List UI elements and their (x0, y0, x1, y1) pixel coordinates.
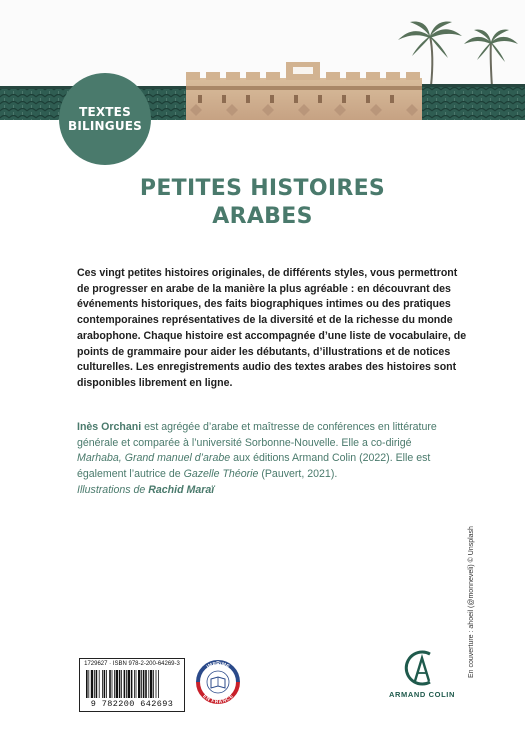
barcode-bar (114, 670, 115, 698)
title-line-1: PETITES HISTOIRES (139, 176, 386, 201)
barcode-bar (145, 670, 147, 698)
barcode-bar (141, 670, 142, 698)
description-line: arabophone. Chaque histoire est accompagnée d’une liste de vocabulaire, de (77, 329, 467, 342)
barcode-bar (148, 670, 149, 698)
barcode-bar (128, 670, 130, 698)
description-line: points de grammaire pour aider les débutants, d’illustrations et de notices (77, 345, 451, 358)
bio-text: aux éditions Armand Colin (2022). Elle est (230, 452, 431, 465)
title-line-2: ARABES (212, 204, 313, 229)
barcode-bar (94, 670, 95, 698)
barcode-bars (84, 670, 180, 698)
photo-credit: En couverture : ahoeil (@monneveli) © Unsplash (468, 526, 475, 678)
barcode-bar (156, 670, 157, 698)
barcode-bar (124, 670, 126, 698)
barcode-bar (150, 670, 152, 698)
description-line: culturelles. Les enregistrements audio des textes arabes des histoires sont (77, 361, 457, 374)
book-icon (207, 671, 229, 693)
barcode (79, 658, 185, 712)
bio-line-4 (77, 467, 477, 483)
bio-line-2: générale et comparée à l’université Sorbonne-Nouvelle. Elle a co-dirigé (77, 436, 412, 449)
isbn-line: 1729627 · ISBN 978-2-200-64269-3 (84, 661, 180, 667)
barcode-bar (143, 670, 145, 698)
author-name: Inès Orchani (77, 421, 142, 433)
description-line: Ces vingt petites histoires originales, de différents styles, vous permettront (77, 267, 458, 279)
barcode-bar (88, 670, 89, 698)
bio-text: également l’autrice de (77, 468, 184, 481)
barcode-bar (158, 670, 159, 698)
bio-line-3 (77, 451, 477, 467)
description-line: contemporaines représentatives de la diversité et de la richesse du monde (77, 314, 453, 327)
book-reference: Gazelle Théorie (183, 468, 259, 481)
description-line: de progresser en arabe de la manière la plus agréable : en découvrant des (77, 282, 451, 295)
barcode-bar (99, 670, 100, 698)
bio-text: (Pauvert, 2021). (258, 468, 338, 481)
barcode-bar (138, 670, 140, 698)
barcode-bar (112, 670, 113, 698)
bio-line-1 (77, 420, 477, 436)
barcode-bar (136, 670, 137, 698)
barcode-bar (116, 670, 118, 698)
barcode-bar (102, 670, 103, 698)
barcode-bar (109, 670, 111, 698)
publisher-logo (384, 648, 460, 699)
description-line: disponibles librement en ligne. (77, 376, 233, 389)
badge-line-2: BILINGUES (68, 119, 142, 133)
book-reference: Marhaba, Grand manuel d’arabe (77, 452, 231, 465)
bilingual-badge (59, 73, 151, 165)
seal-top-text: IMPRIMÉ (205, 661, 231, 671)
barcode-bar (126, 670, 127, 698)
description-line: événements historiques, des faits biographiques intimes ou des pratiques (77, 298, 451, 311)
barcode-bar (96, 670, 98, 698)
publisher-monogram-icon (400, 648, 444, 688)
book-description (77, 266, 477, 392)
barcode-bar (119, 670, 121, 698)
barcode-digits: 9 782200 642693 (90, 699, 174, 709)
seal-bottom-text: EN FRANCE (201, 693, 235, 706)
illustrations-credit (77, 483, 477, 499)
printed-in-france-seal (196, 657, 240, 709)
author-bio (77, 420, 477, 499)
bio-text: est agrégée d’arabe et maîtresse de conférences en littérature (141, 421, 437, 433)
book-title (0, 175, 525, 231)
barcode-bar (86, 670, 88, 698)
barcode-bar (104, 670, 106, 698)
barcode-bar (134, 670, 135, 698)
barcode-bar (131, 670, 133, 698)
barcode-bar (106, 670, 107, 698)
barcode-bar (153, 670, 154, 698)
badge-line-1: TEXTES (79, 105, 131, 119)
barcode-bar (121, 670, 122, 698)
publisher-name: ARMAND COLIN (389, 690, 455, 699)
illustrations-prefix: Illustrations de (77, 483, 149, 496)
barcode-bar (91, 670, 93, 698)
illustrator-name: Rachid Maraï (148, 483, 215, 496)
